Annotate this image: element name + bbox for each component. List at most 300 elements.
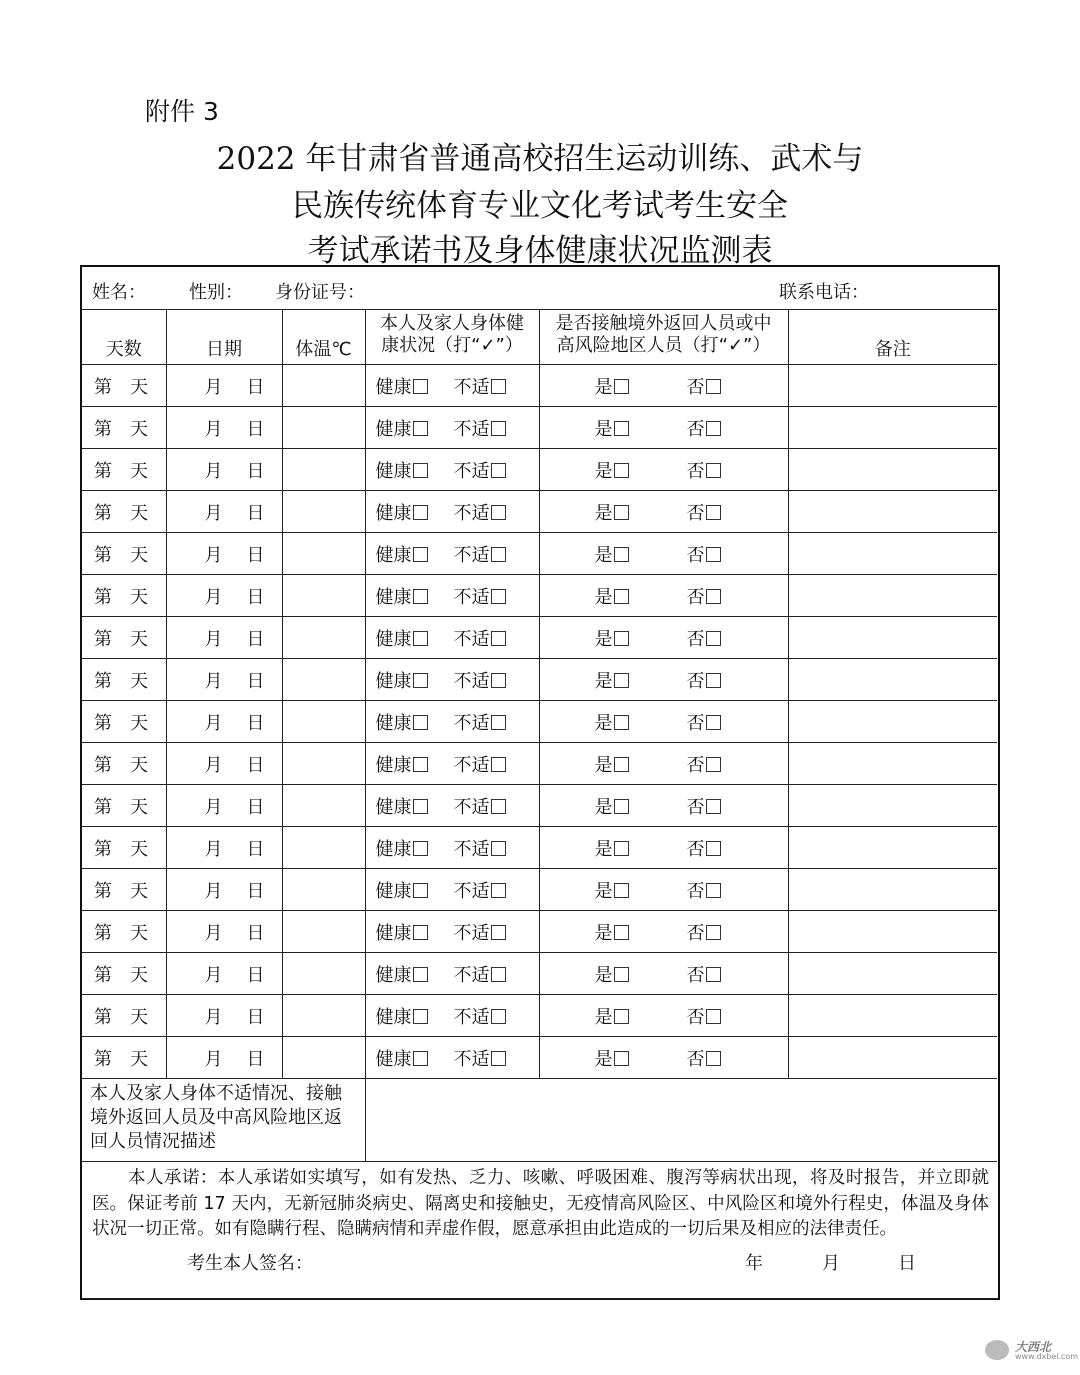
day-suffix: 天 <box>130 1048 148 1070</box>
health-cell <box>365 995 539 1037</box>
day-cell[interactable] <box>82 743 166 785</box>
watermark-url: www.dxbei.com <box>1015 1352 1079 1361</box>
day-label: 日 <box>246 880 265 902</box>
remarks-cell[interactable] <box>788 407 997 449</box>
no-checkbox[interactable] <box>706 463 721 478</box>
contact-cell <box>539 659 788 701</box>
health-cell <box>365 911 539 953</box>
day-cell[interactable] <box>82 449 166 491</box>
yes-checkbox[interactable] <box>614 379 629 394</box>
no-checkbox[interactable] <box>706 925 721 940</box>
no-checkbox[interactable] <box>706 631 721 646</box>
healthy-checkbox[interactable] <box>413 379 428 394</box>
unwell-label: 不适 <box>453 376 490 398</box>
day-label: 日 <box>246 796 265 818</box>
date-cell[interactable] <box>166 1037 282 1079</box>
temperature-cell[interactable] <box>282 407 365 449</box>
phone-field[interactable]: 联系电话： <box>779 282 869 303</box>
table-row <box>82 491 997 533</box>
contact-cell <box>539 449 788 491</box>
month-label: 月 <box>204 754 223 776</box>
date-cell[interactable] <box>166 785 282 827</box>
month-label: 月 <box>204 418 223 440</box>
date-cell[interactable] <box>166 659 282 701</box>
no-checkbox[interactable] <box>706 841 721 856</box>
unwell-label: 不适 <box>453 670 490 692</box>
yes-label: 是 <box>594 964 613 986</box>
col-contact-status <box>539 310 788 365</box>
unwell-label: 不适 <box>453 712 490 734</box>
day-cell[interactable] <box>82 1037 166 1079</box>
day-label: 日 <box>246 502 265 524</box>
month-label: 月 <box>204 1048 223 1070</box>
temperature-cell[interactable] <box>282 449 365 491</box>
day-label: 日 <box>246 586 265 608</box>
unwell-checkbox[interactable] <box>491 883 506 898</box>
contact-cell <box>539 491 788 533</box>
remarks-cell[interactable] <box>788 659 997 701</box>
day-cell[interactable] <box>82 911 166 953</box>
health-cell <box>365 743 539 785</box>
yes-checkbox[interactable] <box>614 505 629 520</box>
remarks-cell[interactable] <box>788 869 997 911</box>
health-cell <box>365 827 539 869</box>
unwell-label: 不适 <box>453 796 490 818</box>
col-health-line-2: 康状况（打“✓”） <box>381 335 523 356</box>
day-suffix: 天 <box>130 838 148 860</box>
health-cell <box>365 701 539 743</box>
no-checkbox[interactable] <box>706 589 721 604</box>
yes-checkbox[interactable] <box>614 925 629 940</box>
month-label: 月 <box>204 376 223 398</box>
day-prefix: 第 <box>94 628 112 650</box>
no-checkbox[interactable] <box>706 967 721 982</box>
unwell-checkbox[interactable] <box>491 715 506 730</box>
yes-label: 是 <box>594 670 613 692</box>
day-suffix: 天 <box>130 376 148 398</box>
date-cell[interactable] <box>166 869 282 911</box>
day-label: 日 <box>246 628 265 650</box>
remarks-cell[interactable] <box>788 533 997 575</box>
month-label: 月 <box>204 1006 223 1028</box>
day-cell[interactable] <box>82 365 166 407</box>
temperature-cell[interactable] <box>282 827 365 869</box>
day-cell[interactable] <box>82 701 166 743</box>
site-watermark <box>985 1338 1079 1364</box>
no-checkbox[interactable] <box>706 379 721 394</box>
day-suffix: 天 <box>130 544 148 566</box>
health-cell <box>365 953 539 995</box>
yes-label: 是 <box>594 586 613 608</box>
unwell-label: 不适 <box>453 964 490 986</box>
day-cell[interactable] <box>82 407 166 449</box>
day-suffix: 天 <box>130 754 148 776</box>
healthy-checkbox[interactable] <box>413 421 428 436</box>
unwell-label: 不适 <box>453 880 490 902</box>
signature-line <box>82 1243 997 1273</box>
healthy-label: 健康 <box>375 964 412 986</box>
no-label: 否 <box>686 1048 705 1070</box>
healthy-checkbox[interactable] <box>413 883 428 898</box>
unwell-label: 不适 <box>453 418 490 440</box>
temperature-cell[interactable] <box>282 743 365 785</box>
day-prefix: 第 <box>94 460 112 482</box>
day-label: 日 <box>246 1048 265 1070</box>
yes-checkbox[interactable] <box>614 883 629 898</box>
day-suffix: 天 <box>130 670 148 692</box>
temperature-cell[interactable] <box>282 659 365 701</box>
healthy-checkbox[interactable] <box>413 967 428 982</box>
yes-label: 是 <box>594 1006 613 1028</box>
day-prefix: 第 <box>94 964 112 986</box>
health-cell <box>365 491 539 533</box>
health-cell <box>365 575 539 617</box>
healthy-checkbox[interactable] <box>413 715 428 730</box>
day-suffix: 天 <box>130 712 148 734</box>
remarks-cell[interactable] <box>788 743 997 785</box>
table-row <box>82 575 997 617</box>
no-checkbox[interactable] <box>706 673 721 688</box>
temperature-cell[interactable] <box>282 785 365 827</box>
no-checkbox[interactable] <box>706 421 721 436</box>
yes-checkbox[interactable] <box>614 799 629 814</box>
unwell-label: 不适 <box>453 502 490 524</box>
day-prefix: 第 <box>94 838 112 860</box>
day-label: 日 <box>246 712 265 734</box>
remarks-cell[interactable] <box>788 701 997 743</box>
unwell-label: 不适 <box>453 754 490 776</box>
date-cell[interactable] <box>166 365 282 407</box>
contact-cell <box>539 1037 788 1079</box>
temperature-cell[interactable] <box>282 533 365 575</box>
date-cell[interactable] <box>166 533 282 575</box>
yes-checkbox[interactable] <box>614 589 629 604</box>
health-monitoring-form <box>80 265 1000 1300</box>
unwell-checkbox[interactable] <box>491 967 506 982</box>
health-cell <box>365 1037 539 1079</box>
date-cell[interactable] <box>166 617 282 659</box>
yes-label: 是 <box>594 1048 613 1070</box>
signature-year: 年 <box>745 1252 763 1274</box>
day-cell[interactable] <box>82 575 166 617</box>
description-label: 本人及家人身体不适情况、接触境外返回人员及中高风险地区返回人员情况描述 <box>82 1079 365 1162</box>
temperature-cell[interactable] <box>282 995 365 1037</box>
healthy-label: 健康 <box>375 376 412 398</box>
yes-checkbox[interactable] <box>614 631 629 646</box>
watermark-text: 大西北 <box>1015 1340 1052 1354</box>
name-field[interactable]: 姓名： <box>92 282 146 303</box>
day-prefix: 第 <box>94 418 112 440</box>
month-label: 月 <box>204 586 223 608</box>
description-input[interactable] <box>365 1079 997 1162</box>
no-label: 否 <box>686 418 705 440</box>
unwell-checkbox[interactable] <box>491 1009 506 1024</box>
yes-label: 是 <box>594 838 613 860</box>
table-row <box>82 953 997 995</box>
healthy-checkbox[interactable] <box>413 757 428 772</box>
day-prefix: 第 <box>94 712 112 734</box>
no-label: 否 <box>686 544 705 566</box>
yes-checkbox[interactable] <box>614 673 629 688</box>
temperature-cell[interactable] <box>282 911 365 953</box>
day-suffix: 天 <box>130 460 148 482</box>
temperature-cell[interactable] <box>282 1037 365 1079</box>
no-checkbox[interactable] <box>706 715 721 730</box>
day-suffix: 天 <box>130 796 148 818</box>
title-line-3: 考试承诺书及身体健康状况监测表 <box>307 233 773 269</box>
remarks-cell[interactable] <box>788 575 997 617</box>
yes-checkbox[interactable] <box>614 1051 629 1066</box>
col-date: 日期 <box>166 310 282 365</box>
month-label: 月 <box>204 880 223 902</box>
no-checkbox[interactable] <box>706 883 721 898</box>
yes-label: 是 <box>594 628 613 650</box>
healthy-label: 健康 <box>375 1048 412 1070</box>
contact-cell <box>539 953 788 995</box>
healthy-checkbox[interactable] <box>413 505 428 520</box>
day-cell[interactable] <box>82 491 166 533</box>
remarks-cell[interactable] <box>788 785 997 827</box>
day-cell[interactable] <box>82 827 166 869</box>
pledge-text: 本人承诺：本人承诺如实填写，如有发热、乏力、咳嗽、呼吸困难、腹泻等病状出现，将及时报告，并立即就医。保证考前 17 天内，无新冠肺炎病史、隔离史和接触史，无疫情高风险区、中风险区和境外行程史，体温及身体状况一切正常。如有隐瞒行程、隐瞒病情和弄虚作假，愿意承担由此造成的一切后果及相应的法律责任。 <box>92 1168 989 1239</box>
healthy-label: 健康 <box>375 1006 412 1028</box>
signature-day: 日 <box>898 1252 916 1274</box>
no-checkbox[interactable] <box>706 505 721 520</box>
no-checkbox[interactable] <box>706 1009 721 1024</box>
healthy-checkbox[interactable] <box>413 799 428 814</box>
day-label: 日 <box>246 460 265 482</box>
day-prefix: 第 <box>94 376 112 398</box>
id-number-field[interactable]: 身份证号： <box>275 282 365 303</box>
temperature-cell[interactable] <box>282 953 365 995</box>
unwell-checkbox[interactable] <box>491 757 506 772</box>
col-remarks: 备注 <box>788 310 997 365</box>
date-cell[interactable] <box>166 407 282 449</box>
signature-field[interactable]: 考生本人签名： <box>187 1252 313 1274</box>
day-label: 日 <box>246 376 265 398</box>
day-cell[interactable] <box>82 995 166 1037</box>
healthy-checkbox[interactable] <box>413 547 428 562</box>
unwell-label: 不适 <box>453 1048 490 1070</box>
table-row <box>82 365 997 407</box>
day-suffix: 天 <box>130 418 148 440</box>
day-suffix: 天 <box>130 964 148 986</box>
health-cell <box>365 617 539 659</box>
yes-checkbox[interactable] <box>614 757 629 772</box>
no-label: 否 <box>686 712 705 734</box>
col-temperature: 体温℃ <box>282 310 365 365</box>
remarks-cell[interactable] <box>788 995 997 1037</box>
day-label: 日 <box>246 922 265 944</box>
remarks-cell[interactable] <box>788 953 997 995</box>
month-label: 月 <box>204 838 223 860</box>
unwell-checkbox[interactable] <box>491 421 506 436</box>
day-suffix: 天 <box>130 880 148 902</box>
month-label: 月 <box>204 544 223 566</box>
yes-label: 是 <box>594 754 613 776</box>
day-prefix: 第 <box>94 922 112 944</box>
day-cell[interactable] <box>82 785 166 827</box>
date-cell[interactable] <box>166 995 282 1037</box>
no-label: 否 <box>686 586 705 608</box>
yes-checkbox[interactable] <box>614 547 629 562</box>
contact-cell <box>539 869 788 911</box>
health-cell <box>365 365 539 407</box>
contact-cell <box>539 533 788 575</box>
table-row <box>82 659 997 701</box>
no-checkbox[interactable] <box>706 757 721 772</box>
yes-checkbox[interactable] <box>614 715 629 730</box>
elephant-logo-icon <box>985 1340 1009 1360</box>
healthy-checkbox[interactable] <box>413 841 428 856</box>
unwell-checkbox[interactable] <box>491 547 506 562</box>
unwell-label: 不适 <box>453 838 490 860</box>
yes-label: 是 <box>594 544 613 566</box>
no-label: 否 <box>686 838 705 860</box>
col-contact-line-2: 高风险地区人员（打“✓”） <box>556 335 771 356</box>
yes-label: 是 <box>594 712 613 734</box>
yes-checkbox[interactable] <box>614 967 629 982</box>
day-suffix: 天 <box>130 922 148 944</box>
day-cell[interactable] <box>82 533 166 575</box>
yes-label: 是 <box>594 418 613 440</box>
health-cell <box>365 659 539 701</box>
yes-checkbox[interactable] <box>614 463 629 478</box>
table-row <box>82 701 997 743</box>
day-label: 日 <box>246 544 265 566</box>
date-cell[interactable] <box>166 491 282 533</box>
no-label: 否 <box>686 460 705 482</box>
date-cell[interactable] <box>166 911 282 953</box>
yes-checkbox[interactable] <box>614 841 629 856</box>
remarks-cell[interactable] <box>788 911 997 953</box>
date-cell[interactable] <box>166 701 282 743</box>
healthy-checkbox[interactable] <box>413 631 428 646</box>
healthy-checkbox[interactable] <box>413 673 428 688</box>
no-checkbox[interactable] <box>706 547 721 562</box>
health-cell <box>365 533 539 575</box>
temperature-cell[interactable] <box>282 575 365 617</box>
healthy-checkbox[interactable] <box>413 925 428 940</box>
unwell-label: 不适 <box>453 1006 490 1028</box>
day-cell[interactable] <box>82 659 166 701</box>
unwell-checkbox[interactable] <box>491 589 506 604</box>
unwell-checkbox[interactable] <box>491 463 506 478</box>
yes-checkbox[interactable] <box>614 1009 629 1024</box>
day-cell[interactable] <box>82 617 166 659</box>
table-row <box>82 785 997 827</box>
healthy-checkbox[interactable] <box>413 1009 428 1024</box>
remarks-cell[interactable] <box>788 449 997 491</box>
table-row <box>82 743 997 785</box>
no-label: 否 <box>686 796 705 818</box>
date-cell[interactable] <box>166 953 282 995</box>
no-checkbox[interactable] <box>706 799 721 814</box>
remarks-cell[interactable] <box>788 617 997 659</box>
day-prefix: 第 <box>94 754 112 776</box>
remarks-cell[interactable] <box>788 1037 997 1079</box>
health-cell <box>365 869 539 911</box>
unwell-checkbox[interactable] <box>491 673 506 688</box>
temperature-cell[interactable] <box>282 365 365 407</box>
temperature-cell[interactable] <box>282 617 365 659</box>
no-label: 否 <box>686 964 705 986</box>
title-line-2: 民族传统体育专业文化考试考生安全 <box>292 188 788 224</box>
table-row <box>82 617 997 659</box>
yes-label: 是 <box>594 502 613 524</box>
healthy-label: 健康 <box>375 922 412 944</box>
pledge-row <box>82 1162 997 1299</box>
healthy-checkbox[interactable] <box>413 1051 428 1066</box>
no-label: 否 <box>686 754 705 776</box>
day-cell[interactable] <box>82 953 166 995</box>
healthy-label: 健康 <box>375 712 412 734</box>
healthy-label: 健康 <box>375 586 412 608</box>
remarks-cell[interactable] <box>788 827 997 869</box>
healthy-label: 健康 <box>375 418 412 440</box>
date-cell[interactable] <box>166 575 282 617</box>
yes-checkbox[interactable] <box>614 421 629 436</box>
yes-label: 是 <box>594 376 613 398</box>
unwell-checkbox[interactable] <box>491 379 506 394</box>
unwell-label: 不适 <box>453 586 490 608</box>
temperature-cell[interactable] <box>282 701 365 743</box>
day-label: 日 <box>246 418 265 440</box>
month-label: 月 <box>204 670 223 692</box>
table-row <box>82 1037 997 1079</box>
no-label: 否 <box>686 376 705 398</box>
contact-cell <box>539 365 788 407</box>
contact-cell <box>539 995 788 1037</box>
unwell-checkbox[interactable] <box>491 925 506 940</box>
contact-cell <box>539 785 788 827</box>
date-cell[interactable] <box>166 449 282 491</box>
unwell-checkbox[interactable] <box>491 505 506 520</box>
month-label: 月 <box>204 502 223 524</box>
temperature-cell[interactable] <box>282 491 365 533</box>
date-cell[interactable] <box>166 743 282 785</box>
remarks-cell[interactable] <box>788 491 997 533</box>
unwell-label: 不适 <box>453 460 490 482</box>
unwell-checkbox[interactable] <box>491 1051 506 1066</box>
healthy-checkbox[interactable] <box>413 589 428 604</box>
table-row <box>82 449 997 491</box>
remarks-cell[interactable] <box>788 365 997 407</box>
health-cell <box>365 449 539 491</box>
day-prefix: 第 <box>94 544 112 566</box>
gender-field[interactable]: 性别： <box>189 282 243 303</box>
unwell-checkbox[interactable] <box>491 799 506 814</box>
unwell-checkbox[interactable] <box>491 841 506 856</box>
unwell-checkbox[interactable] <box>491 631 506 646</box>
temperature-cell[interactable] <box>282 869 365 911</box>
health-cell <box>365 785 539 827</box>
no-checkbox[interactable] <box>706 1051 721 1066</box>
healthy-label: 健康 <box>375 754 412 776</box>
healthy-label: 健康 <box>375 670 412 692</box>
col-health-status <box>365 310 539 365</box>
day-cell[interactable] <box>82 869 166 911</box>
healthy-checkbox[interactable] <box>413 463 428 478</box>
day-label: 日 <box>246 964 265 986</box>
day-suffix: 天 <box>130 502 148 524</box>
table-row <box>82 827 997 869</box>
month-label: 月 <box>204 712 223 734</box>
col-days: 天数 <box>82 310 166 365</box>
date-cell[interactable] <box>166 827 282 869</box>
month-label: 月 <box>204 964 223 986</box>
healthy-label: 健康 <box>375 544 412 566</box>
